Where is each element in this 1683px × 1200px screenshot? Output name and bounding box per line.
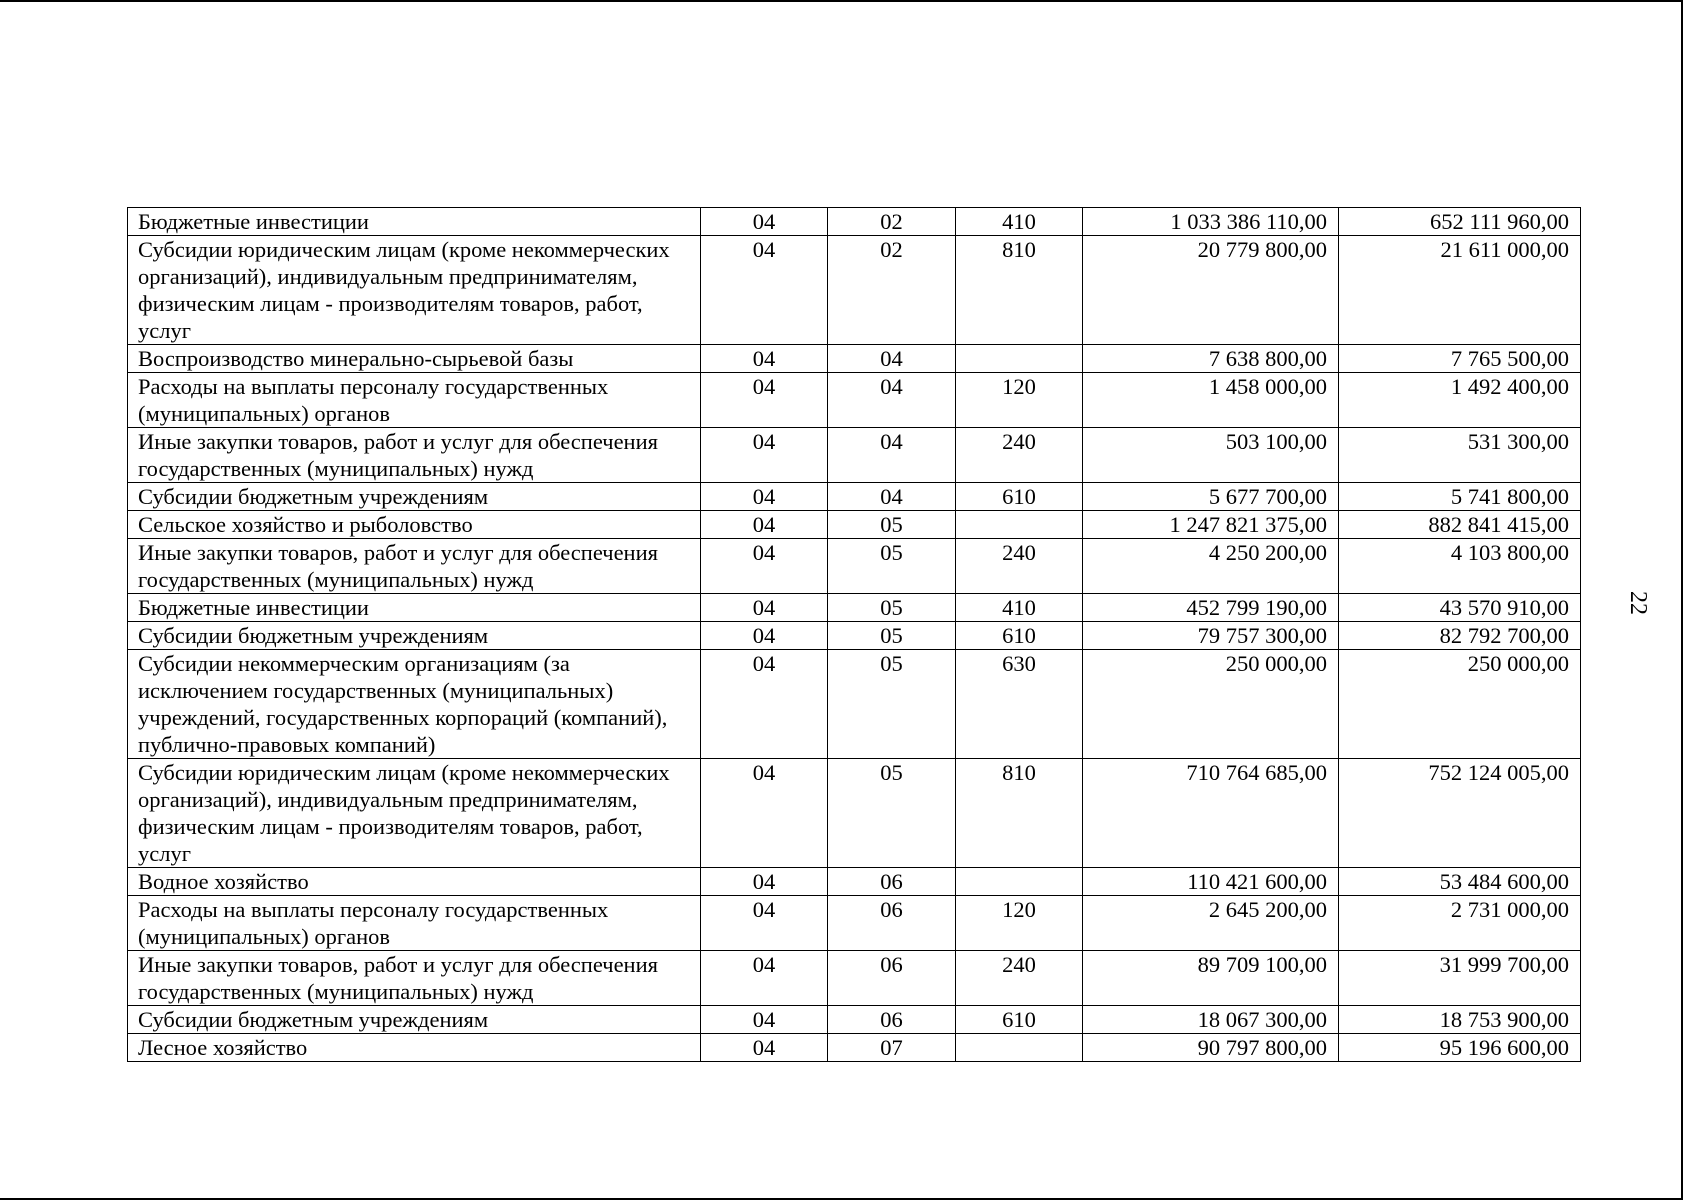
row-name: Субсидии юридическим лицам (кроме некоммерческих организаций), индивидуальным предпринимателям, физическим лицам - производителям товаров, работ, услуг <box>128 236 701 345</box>
row-name: Субсидии некоммерческим организациям (за исключением государственных (муниципальных) учреждений, государственных корпораций (компаний), публично-правовых компаний) <box>128 650 701 759</box>
subsection-code: 02 <box>828 208 956 236</box>
row-name: Иные закупки товаров, работ и услуг для обеспечения государственных (муниципальных) нужд <box>128 428 701 483</box>
section-code: 04 <box>701 759 828 868</box>
amount-1: 710 764 685,00 <box>1083 759 1339 868</box>
expense-type-code <box>956 868 1083 896</box>
expense-type-code: 610 <box>956 1006 1083 1034</box>
amount-2: 752 124 005,00 <box>1339 759 1581 868</box>
amount-2: 2 731 000,00 <box>1339 896 1581 951</box>
table-row <box>128 650 1581 759</box>
section-code: 04 <box>701 896 828 951</box>
row-name: Субсидии бюджетным учреждениям <box>128 1006 701 1034</box>
subsection-code: 04 <box>828 345 956 373</box>
subsection-code: 05 <box>828 511 956 539</box>
budget-table <box>127 207 1581 1062</box>
section-code: 04 <box>701 428 828 483</box>
subsection-code: 04 <box>828 428 956 483</box>
table-row <box>128 511 1581 539</box>
expense-type-code: 810 <box>956 759 1083 868</box>
section-code: 04 <box>701 594 828 622</box>
expense-type-code: 410 <box>956 594 1083 622</box>
amount-1: 5 677 700,00 <box>1083 483 1339 511</box>
row-name: Лесное хозяйство <box>128 1034 701 1062</box>
subsection-code: 06 <box>828 1006 956 1034</box>
table-row <box>128 345 1581 373</box>
row-name: Воспроизводство минерально-сырьевой базы <box>128 345 701 373</box>
amount-2: 82 792 700,00 <box>1339 622 1581 650</box>
subsection-code: 06 <box>828 951 956 1006</box>
subsection-code: 06 <box>828 868 956 896</box>
amount-2: 43 570 910,00 <box>1339 594 1581 622</box>
amount-1: 1 033 386 110,00 <box>1083 208 1339 236</box>
section-code: 04 <box>701 373 828 428</box>
row-name: Водное хозяйство <box>128 868 701 896</box>
amount-2: 7 765 500,00 <box>1339 345 1581 373</box>
amount-2: 882 841 415,00 <box>1339 511 1581 539</box>
table-row <box>128 539 1581 594</box>
amount-1: 89 709 100,00 <box>1083 951 1339 1006</box>
row-name: Иные закупки товаров, работ и услуг для обеспечения государственных (муниципальных) нужд <box>128 951 701 1006</box>
section-code: 04 <box>701 868 828 896</box>
amount-2: 250 000,00 <box>1339 650 1581 759</box>
row-name: Бюджетные инвестиции <box>128 594 701 622</box>
row-name: Субсидии бюджетным учреждениям <box>128 622 701 650</box>
table-row <box>128 896 1581 951</box>
amount-1: 503 100,00 <box>1083 428 1339 483</box>
expense-type-code <box>956 345 1083 373</box>
table-row <box>128 759 1581 868</box>
subsection-code: 02 <box>828 236 956 345</box>
table-row <box>128 483 1581 511</box>
subsection-code: 05 <box>828 594 956 622</box>
amount-1: 2 645 200,00 <box>1083 896 1339 951</box>
expense-type-code: 240 <box>956 539 1083 594</box>
page-number: 22 <box>1625 591 1651 615</box>
section-code: 04 <box>701 236 828 345</box>
table-row <box>128 428 1581 483</box>
table-row <box>128 951 1581 1006</box>
amount-1: 452 799 190,00 <box>1083 594 1339 622</box>
table-row <box>128 622 1581 650</box>
amount-1: 4 250 200,00 <box>1083 539 1339 594</box>
subsection-code: 04 <box>828 483 956 511</box>
expense-type-code: 810 <box>956 236 1083 345</box>
table-row <box>128 868 1581 896</box>
table-row <box>128 1006 1581 1034</box>
amount-1: 1 458 000,00 <box>1083 373 1339 428</box>
row-name: Иные закупки товаров, работ и услуг для обеспечения государственных (муниципальных) нужд <box>128 539 701 594</box>
section-code: 04 <box>701 951 828 1006</box>
amount-1: 20 779 800,00 <box>1083 236 1339 345</box>
amount-1: 90 797 800,00 <box>1083 1034 1339 1062</box>
amount-2: 21 611 000,00 <box>1339 236 1581 345</box>
amount-1: 7 638 800,00 <box>1083 345 1339 373</box>
subsection-code: 05 <box>828 539 956 594</box>
expense-type-code: 610 <box>956 483 1083 511</box>
expense-type-code: 120 <box>956 896 1083 951</box>
expense-type-code: 240 <box>956 951 1083 1006</box>
table-row <box>128 594 1581 622</box>
expense-type-code: 610 <box>956 622 1083 650</box>
table-row <box>128 208 1581 236</box>
section-code: 04 <box>701 650 828 759</box>
section-code: 04 <box>701 208 828 236</box>
expense-type-code: 240 <box>956 428 1083 483</box>
table-row <box>128 1034 1581 1062</box>
section-code: 04 <box>701 622 828 650</box>
subsection-code: 05 <box>828 650 956 759</box>
expense-type-code <box>956 511 1083 539</box>
subsection-code: 04 <box>828 373 956 428</box>
amount-2: 18 753 900,00 <box>1339 1006 1581 1034</box>
amount-1: 1 247 821 375,00 <box>1083 511 1339 539</box>
amount-2: 95 196 600,00 <box>1339 1034 1581 1062</box>
row-name: Расходы на выплаты персоналу государственных (муниципальных) органов <box>128 373 701 428</box>
row-name: Сельское хозяйство и рыболовство <box>128 511 701 539</box>
row-name: Субсидии бюджетным учреждениям <box>128 483 701 511</box>
amount-1: 250 000,00 <box>1083 650 1339 759</box>
amount-1: 18 067 300,00 <box>1083 1006 1339 1034</box>
section-code: 04 <box>701 539 828 594</box>
row-name: Расходы на выплаты персоналу государственных (муниципальных) органов <box>128 896 701 951</box>
subsection-code: 05 <box>828 622 956 650</box>
section-code: 04 <box>701 1034 828 1062</box>
amount-1: 110 421 600,00 <box>1083 868 1339 896</box>
table-row <box>128 373 1581 428</box>
subsection-code: 06 <box>828 896 956 951</box>
amount-2: 531 300,00 <box>1339 428 1581 483</box>
section-code: 04 <box>701 1006 828 1034</box>
expense-type-code: 630 <box>956 650 1083 759</box>
expense-type-code: 120 <box>956 373 1083 428</box>
amount-2: 31 999 700,00 <box>1339 951 1581 1006</box>
expense-type-code: 410 <box>956 208 1083 236</box>
amount-2: 5 741 800,00 <box>1339 483 1581 511</box>
section-code: 04 <box>701 483 828 511</box>
subsection-code: 07 <box>828 1034 956 1062</box>
subsection-code: 05 <box>828 759 956 868</box>
amount-2: 4 103 800,00 <box>1339 539 1581 594</box>
expense-type-code <box>956 1034 1083 1062</box>
row-name: Субсидии юридическим лицам (кроме некоммерческих организаций), индивидуальным предпринимателям, физическим лицам - производителям товаров, работ, услуг <box>128 759 701 868</box>
amount-2: 1 492 400,00 <box>1339 373 1581 428</box>
section-code: 04 <box>701 511 828 539</box>
amount-1: 79 757 300,00 <box>1083 622 1339 650</box>
amount-2: 652 111 960,00 <box>1339 208 1581 236</box>
row-name: Бюджетные инвестиции <box>128 208 701 236</box>
section-code: 04 <box>701 345 828 373</box>
amount-2: 53 484 600,00 <box>1339 868 1581 896</box>
table-row <box>128 236 1581 345</box>
